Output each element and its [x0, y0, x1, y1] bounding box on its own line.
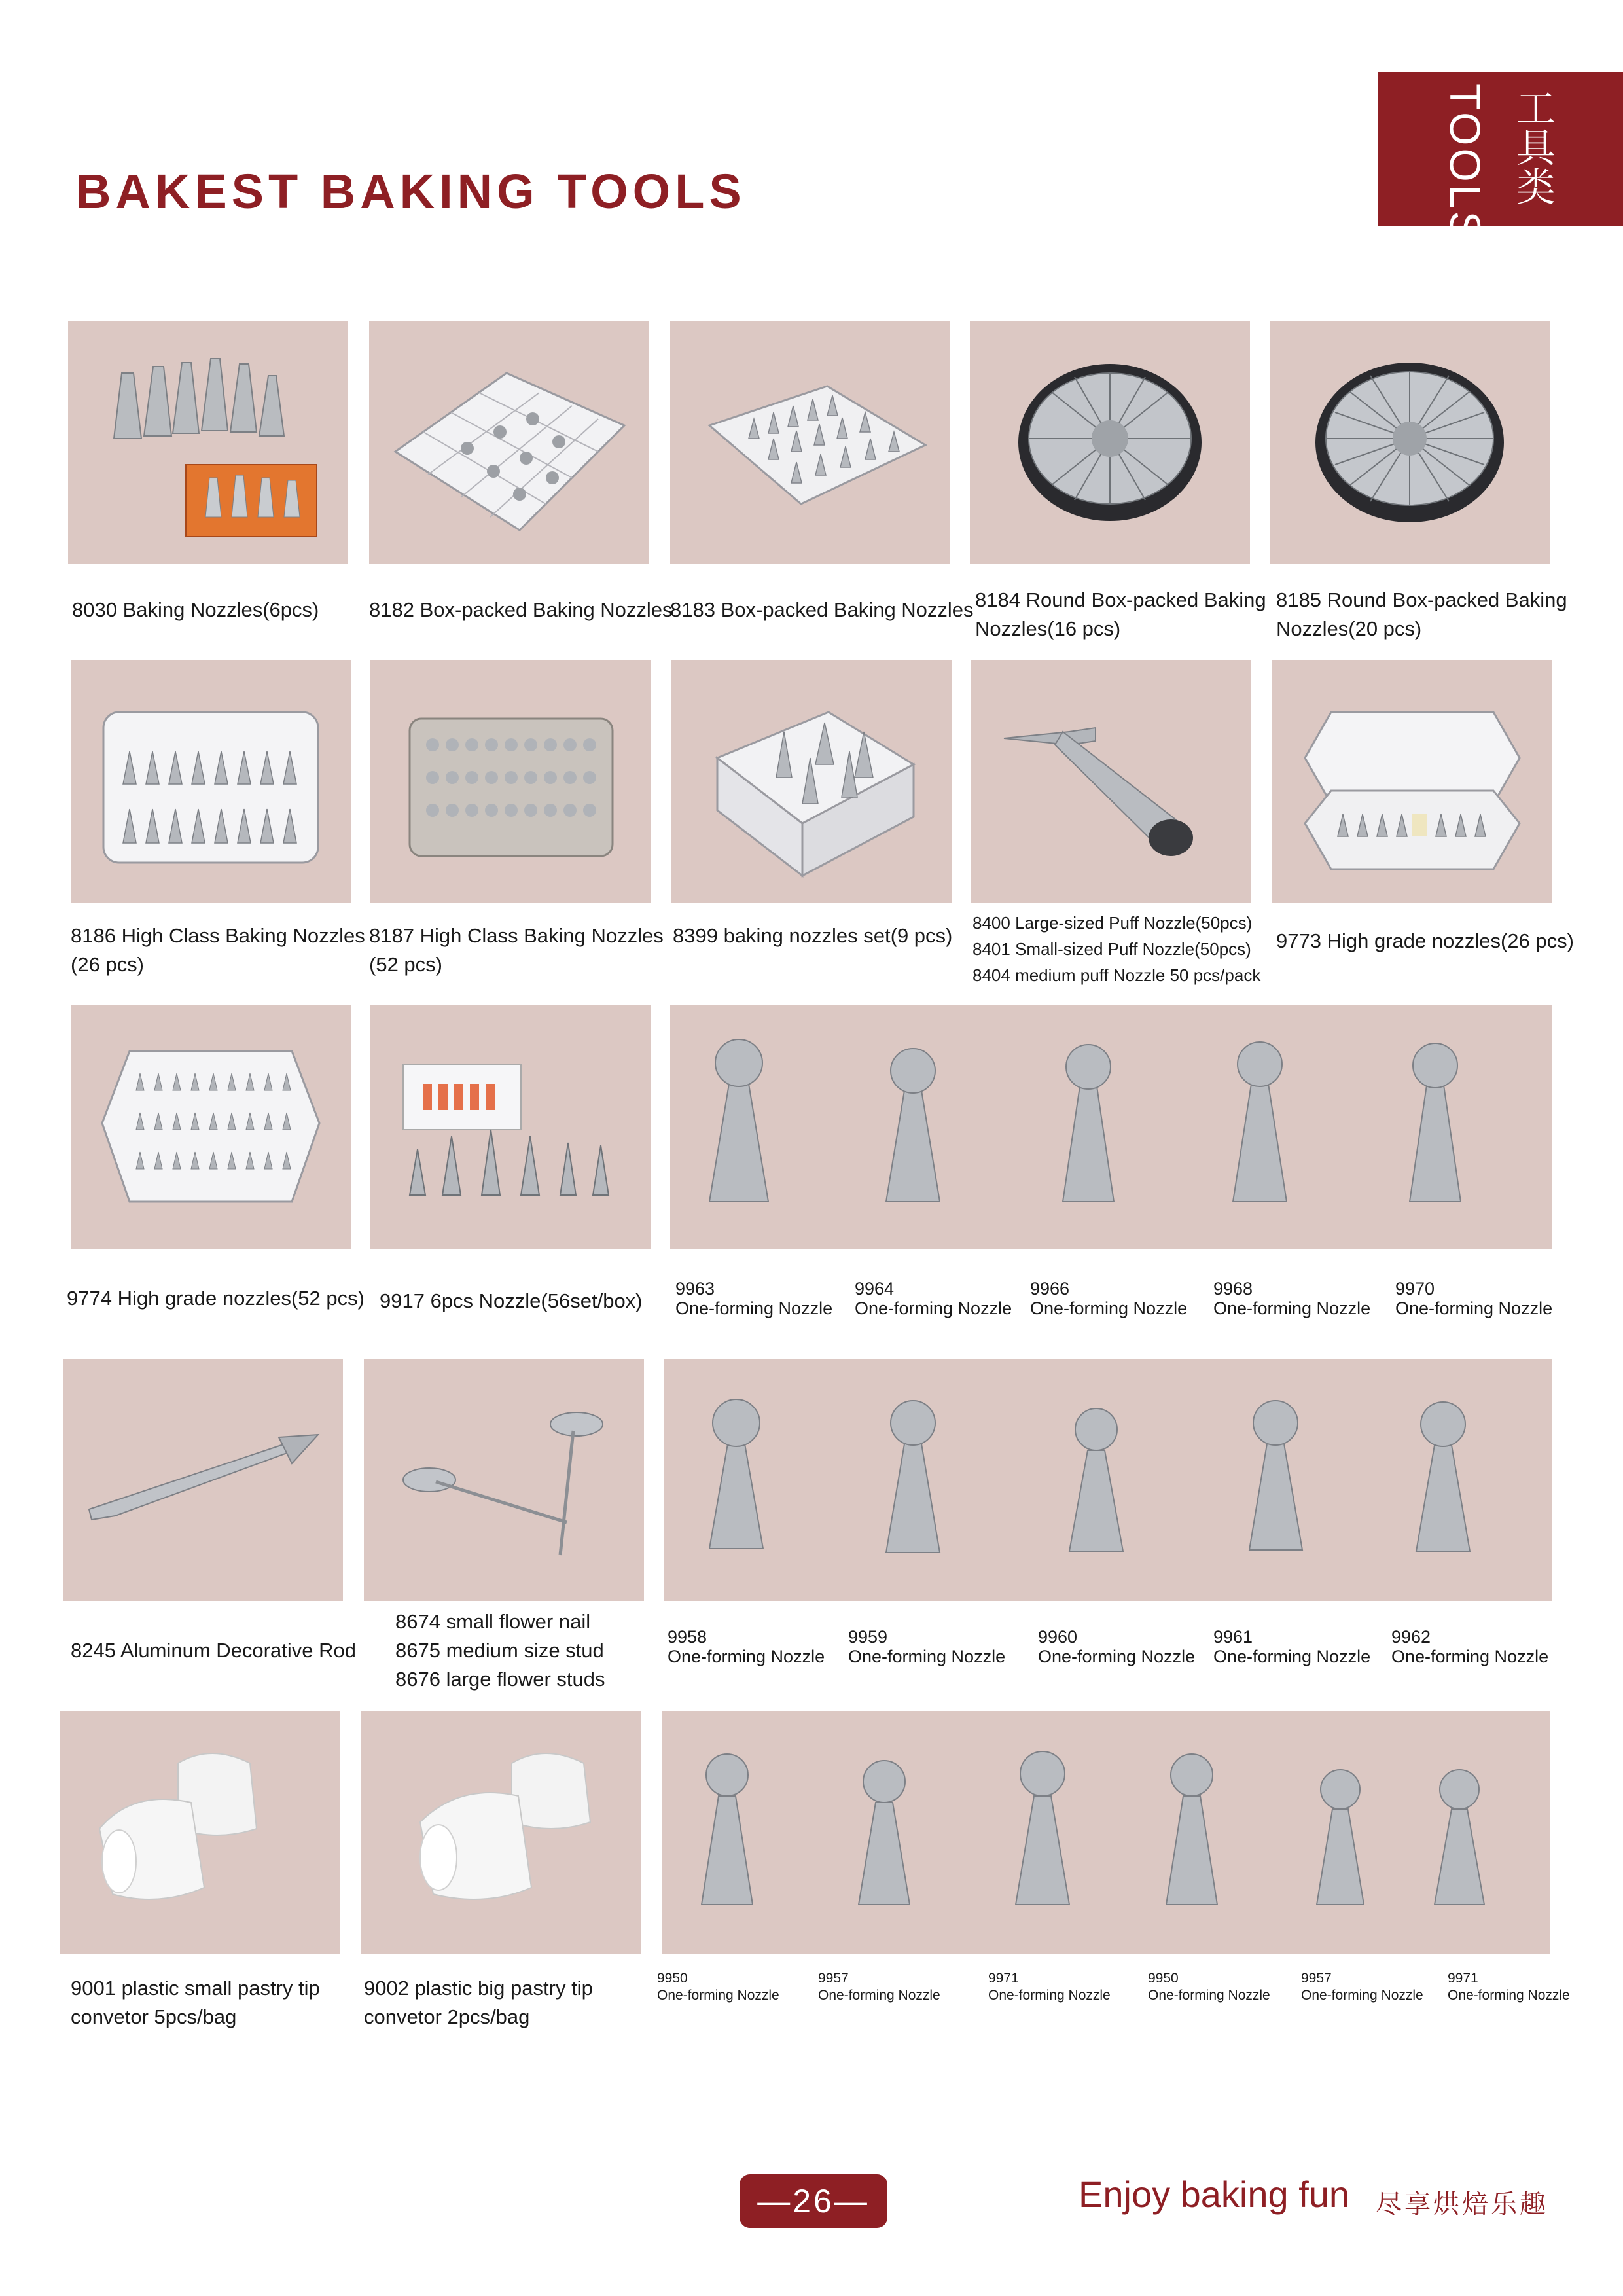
product-image-8183 — [670, 321, 950, 564]
product-image-8245 — [63, 1359, 343, 1601]
caption-8245: 8245 Aluminum Decorative Rod — [71, 1639, 356, 1662]
slogan-zh: 尽享烘焙乐趣 — [1376, 2190, 1548, 2219]
product-image-8186 — [71, 660, 351, 903]
nozzle-label-9957-b: 9957 One-forming Nozzle — [1301, 1971, 1423, 2003]
product-image-8185 — [1270, 321, 1550, 564]
category-tag-en: TOOLS — [1441, 84, 1489, 243]
caption-8030: 8030 Baking Nozzles(6pcs) — [72, 598, 319, 621]
caption-9917: 9917 6pcs Nozzle(56set/box) — [380, 1289, 643, 1312]
product-image-8030 — [68, 321, 348, 564]
nozzle-label-9960: 9960 One-forming Nozzle — [1038, 1627, 1196, 1666]
caption-8185: 8185 Round Box-packed Baking Nozzles(20 pcs) — [1276, 588, 1567, 640]
caption-8399: 8399 baking nozzles set(9 pcs) — [673, 924, 953, 947]
nozzle-label-9964: 9964 One-forming Nozzle — [855, 1279, 1012, 1318]
product-image-8399 — [671, 660, 952, 903]
caption-9773: 9773 High grade nozzles(26 pcs) — [1276, 929, 1574, 952]
category-tag — [1378, 72, 1623, 243]
product-image-8182 — [369, 321, 649, 564]
caption-9001: 9001 plastic small pastry tip convetor 5pcs/bag — [71, 1977, 320, 2028]
product-image-nozzle-row2 — [664, 1359, 1552, 1601]
product-image-nozzle-row1 — [670, 1005, 1552, 1249]
product-image-8187 — [370, 660, 651, 903]
nozzle-label-9971-b: 9971 One-forming Nozzle — [1448, 1971, 1570, 2003]
nozzle-label-9950-a: 9950 One-forming Nozzle — [657, 1971, 779, 2003]
product-image-nozzle-row3 — [662, 1711, 1550, 1954]
product-image-9002 — [361, 1711, 641, 1954]
product-image-9917 — [370, 1005, 651, 1249]
product-image-9773 — [1272, 660, 1552, 903]
nozzle-label-9962: 9962 One-forming Nozzle — [1391, 1627, 1549, 1666]
nozzle-label-9961: 9961 One-forming Nozzle — [1213, 1627, 1371, 1666]
caption-8183: 8183 Box-packed Baking Nozzles — [670, 598, 974, 621]
nozzle-label-9959: 9959 One-forming Nozzle — [848, 1627, 1006, 1666]
caption-8187: 8187 High Class Baking Nozzles (52 pcs) — [369, 924, 664, 976]
category-tag-zh: 工具类 — [1511, 88, 1555, 206]
caption-8400: 8400 Large-sized Puff Nozzle(50pcs) 8401 Small-sized Puff Nozzle(50pcs) 8404 medium puff Nozzle 50 pcs/pack — [972, 913, 1261, 985]
nozzle-label-9950-b: 9950 One-forming Nozzle — [1148, 1971, 1270, 2003]
nozzle-label-9958: 9958 One-forming Nozzle — [668, 1627, 825, 1666]
product-image-8674 — [364, 1359, 644, 1601]
nozzle-label-9957-a: 9957 One-forming Nozzle — [818, 1971, 940, 2003]
product-image-9774 — [71, 1005, 351, 1249]
product-image-8400 — [971, 660, 1251, 903]
caption-8184: 8184 Round Box-packed Baking Nozzles(16 pcs) — [975, 588, 1266, 640]
nozzle-label-9966: 9966 One-forming Nozzle — [1030, 1279, 1188, 1318]
caption-9774: 9774 High grade nozzles(52 pcs) — [67, 1287, 365, 1310]
slogan-en: Enjoy baking fun — [1079, 2174, 1350, 2215]
product-image-9001 — [60, 1711, 340, 1954]
product-image-8184 — [970, 321, 1250, 564]
nozzle-label-9971-a: 9971 One-forming Nozzle — [988, 1971, 1111, 2003]
page-number: —26— — [740, 2174, 887, 2228]
caption-8186: 8186 High Class Baking Nozzles (26 pcs) — [71, 924, 365, 976]
caption-9002: 9002 plastic big pastry tip convetor 2pcs/bag — [364, 1977, 593, 2028]
page-title: BAKEST BAKING TOOLS — [76, 164, 746, 219]
nozzle-label-9970: 9970 One-forming Nozzle — [1395, 1279, 1553, 1318]
nozzle-label-9968: 9968 One-forming Nozzle — [1213, 1279, 1371, 1318]
caption-8182: 8182 Box-packed Baking Nozzles — [369, 598, 673, 621]
nozzle-label-9963: 9963 One-forming Nozzle — [675, 1279, 833, 1318]
caption-8674: 8674 small flower nail 8675 medium size stud 8676 large flower studs — [395, 1610, 605, 1691]
